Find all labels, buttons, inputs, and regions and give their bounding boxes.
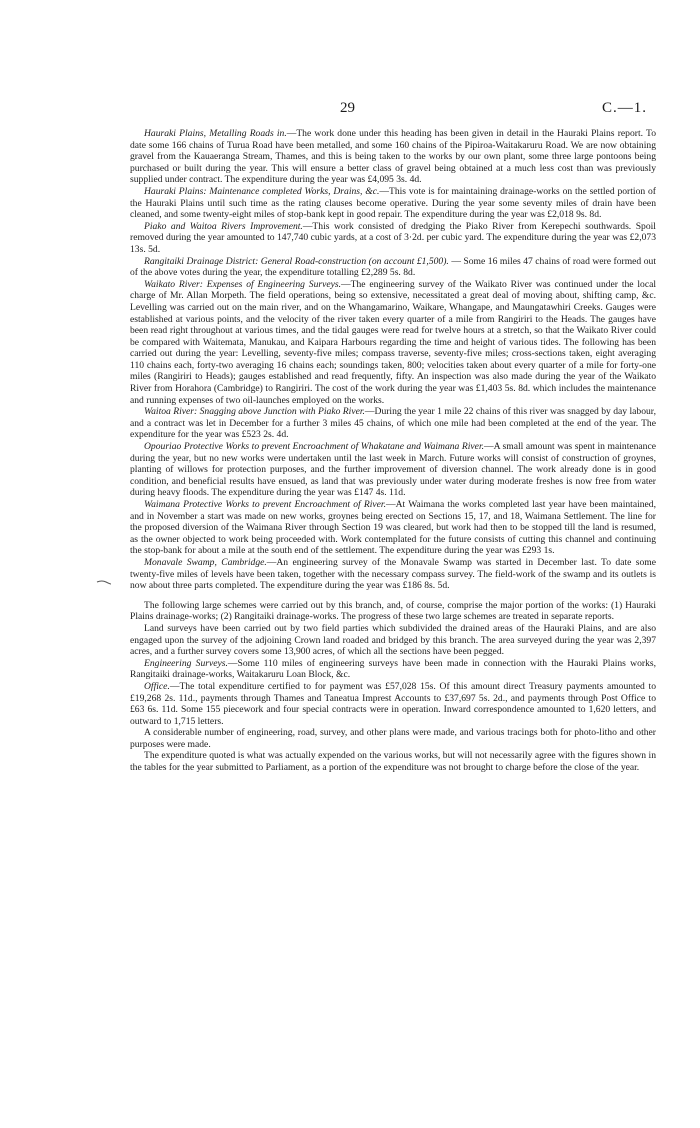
- paragraph-heading: Engineering Surveys.: [144, 657, 228, 669]
- paragraph-text: —During the year 1 mile 22 chains of this river was snagged by day labour, and a contract was let in December for a further 3 miles 45 chains, of which one mile had been completed at the end of the year. The expenditure for the year was £523 2s. 4d.: [130, 406, 656, 441]
- paragraph-heading: Waimana Protective Works to prevent Encroachment of River.: [144, 499, 387, 510]
- paragraph-large-schemes: [130, 600, 656, 623]
- paragraph-heading: Piako and Waitoa Rivers Improvement.: [144, 220, 303, 232]
- paragraph-plans: [130, 727, 656, 750]
- paragraph-heading: Hauraki Plains, Metalling Roads in.: [144, 128, 287, 139]
- paragraph-text: — Some 16 miles 47 chains of road were formed out of the above votes during the year, the expenditure totalling £2,289 5s. 8d.: [130, 255, 656, 279]
- paragraph-hauraki-maintenance: [130, 186, 656, 221]
- paragraph-text: The expenditure quoted is what was actually expended on the various works, but will not necessarily agree with the figures shown in the tables for the year submitted to Parliament, as a portion of the expenditure was not brought to charge before the close of the year.: [130, 750, 656, 774]
- paragraph-text: The following large schemes were carried out by this branch, and, of course, comprise the major portion of the works: (1) Hauraki Plains drainage-works; (2) Rangitaiki drainage-works. The progress of these two large schemes are treated in separate reports.: [130, 599, 656, 623]
- paragraph-piako-waitoa: [130, 221, 656, 256]
- paragraph-monavale-swamp: [130, 557, 656, 592]
- paragraph-opouriao-works: [130, 441, 656, 499]
- paragraph-office: [130, 681, 656, 727]
- paragraph-waitoa-snagging: [130, 406, 656, 441]
- report-body: [130, 128, 656, 774]
- paragraph-text: —The engineering survey of the Waikato River was continued under the local charge of Mr. Allan Morpeth. The field operations, being so extensive, necessitated a great deal of moving about, shifting camp, &c. Levelling was carried out on the main river, and on the Whangamarino, Waikare, Whangape, and Maungatawhiri Creeks. Gauges were established at various points, and the velocity of the river taken every quarter of a mile from Rangiriri to the Heads. The gauges have been read right throughout at various times, and the tidal gauges were read for twelve hours at a stretch, so that the Waikato River could be compared with Waitemata, Manukau, and Kaipara Harbours regarding the time and height of various tides. The following has been carried out during the year: Levelling, seventy-five miles; compass traverse, seventy-five miles; cross-sections taken, eight averaging 110 chains each, forty-two averaging 16 chains each; soundings taken, 800; velocities taken about every quarter of a mile for forty-one miles (Rangiriri to Heads); gauges established and read frequently, fifty. An inspection was also made during the year of the Waikato River from Horahora (Cambridge) to Rangiriri. The cost of the work during the year was £1,403 5s. 8d. which includes the maintenance and running expenses of two oil-launches employed on the works.: [130, 278, 657, 406]
- document-reference: C.—1.: [601, 100, 647, 116]
- paragraph-heading: Hauraki Plains: Maintenance completed Works, Drains, &c.: [144, 185, 380, 197]
- paragraph-rangitaiki-roads: [130, 256, 656, 279]
- paragraph-heading: Waikato River: Expenses of Engineering Surveys.: [144, 278, 342, 290]
- paragraph-land-surveys: [130, 623, 656, 658]
- paragraph-text: A considerable number of engineering, road, survey, and other plans were made, and various tracings both for photo-litho and other purposes were made.: [130, 727, 656, 750]
- paragraph-text: —An engineering survey of the Monavale Swamp was started in December last. To date some twenty-five miles of levels have been taken, together with the necessary compass survey. The field-work of the swamp and its outlets is now about three parts completed. The expenditure during the year was £186 8s. 5d.: [130, 556, 656, 592]
- paragraph-text: —The work done under this heading has been given in detail in the Hauraki Plains report. To date some 166 chains of Turua Road have been metalled, and some 160 chains of the Pipiroa-Waitakaruru Road. We are now obtaining gravel from the Kauaeranga Stream, Thames, and this is being taken to the works by our own plant, some three large pontoons being purchased or built during the year. This will ensure a better class of gravel being obtained at a much less cost than was previously supplied under contract. The expenditure during the year was £4,095 3s. 4d.: [130, 128, 656, 186]
- paragraph-text: —This vote is for maintaining drainage-works on the settled portion of the Hauraki Plains until such time as the rating clauses become operative. During the year some seventy miles of drain have been cleaned, and some twenty-eight miles of stop-bank kept in good repair. The expenditure during the year was £2,018 9s. 8d.: [130, 185, 656, 221]
- page-header: [0, 100, 700, 124]
- paragraph-hauraki-metalling: [130, 128, 656, 186]
- paragraph-text: —At Waimana the works completed last year have been maintained, and in November a start was made on new works, groynes being erected on Sections 15, 17, and 18, Waimana Settlement. The line for the proposed diversion of the Waimana River through Section 19 was cleared, but work had then to be stopped till the land is resumed, as the owner objected to work being proceeded with. Work contemplated for the future consists of cutting this channel and continuing the stop-bank for about a mile at the south end of the settlement. The expenditure during the year was £293 1s.: [130, 499, 656, 557]
- paragraph-heading: Monavale Swamp, Cambridge.: [144, 556, 267, 568]
- margin-pencil-mark: [96, 578, 112, 586]
- paragraph-heading: Opouriao Protective Works to prevent Encroachment of Whakatane and Waimana River.: [144, 441, 485, 453]
- paragraph-waimana-works: [130, 499, 656, 557]
- paragraph-text: —This work consisted of dredging the Piako River from Kerepechi southwards. Spoil removed during the year amounted to 147,740 cubic yards, at a cost of 3·2d. per cubic yard. The expenditure during the year was £2,073 13s. 5d.: [130, 220, 656, 255]
- paragraph-heading: Waitoa River: Snagging above Junction with Piako River.: [144, 406, 365, 418]
- paragraph-waikato-surveys: [130, 279, 656, 407]
- paragraph-text: —The total expenditure certified to for payment was £57,028 15s. Of this amount direct Treasury payments amounted to £19,268 2s. 11d., payments through Thames and Taneatua Imprest Accounts to £37,697 5s. 2d., and payments through Post Office to £63 6s. 11d. Some 155 piecework and four special contracts were in operation. Inward correspondence amounted to 1,620 letters, and outward to 1,715 letters.: [130, 680, 656, 727]
- paragraph-engineering-surveys: [130, 658, 656, 681]
- paragraph-text: Land surveys have been carried out by two field parties which subdivided the drained areas of the Hauraki Plains, and are also engaged upon the survey of the adjoining Crown land roaded and bridged by this branch. The area surveyed during the year was 2,397 acres, and a further survey covers some 13,900 acres, of which all the sections have been pegged.: [130, 622, 656, 658]
- paragraph-heading: Office.: [144, 680, 170, 692]
- paragraph-text: —Some 110 miles of engineering surveys have been made in connection with the Hauraki Plains works, Rangitaiki drainage-works, Waitakaruru Loan Block, &c.: [130, 657, 656, 681]
- page-number: 29: [340, 100, 355, 116]
- paragraph-heading: Rangitaiki Drainage District: General Road-construction (on account £1,500).: [144, 255, 449, 267]
- paragraph-text: —A small amount was spent in maintenance during the year, but no new works were undertaken until the last week in March. Future works will consist of construction of groynes, planting of willows for protection purposes, and the further improvement of diversion channel. The work already done is in good condition, and beneficial results have ensued, as land that was previously under water during moderate freshes is now free from water during heavy floods. The expenditure during the year was £147 4s. 11d.: [130, 441, 656, 499]
- paragraph-expenditure-note: [130, 750, 656, 773]
